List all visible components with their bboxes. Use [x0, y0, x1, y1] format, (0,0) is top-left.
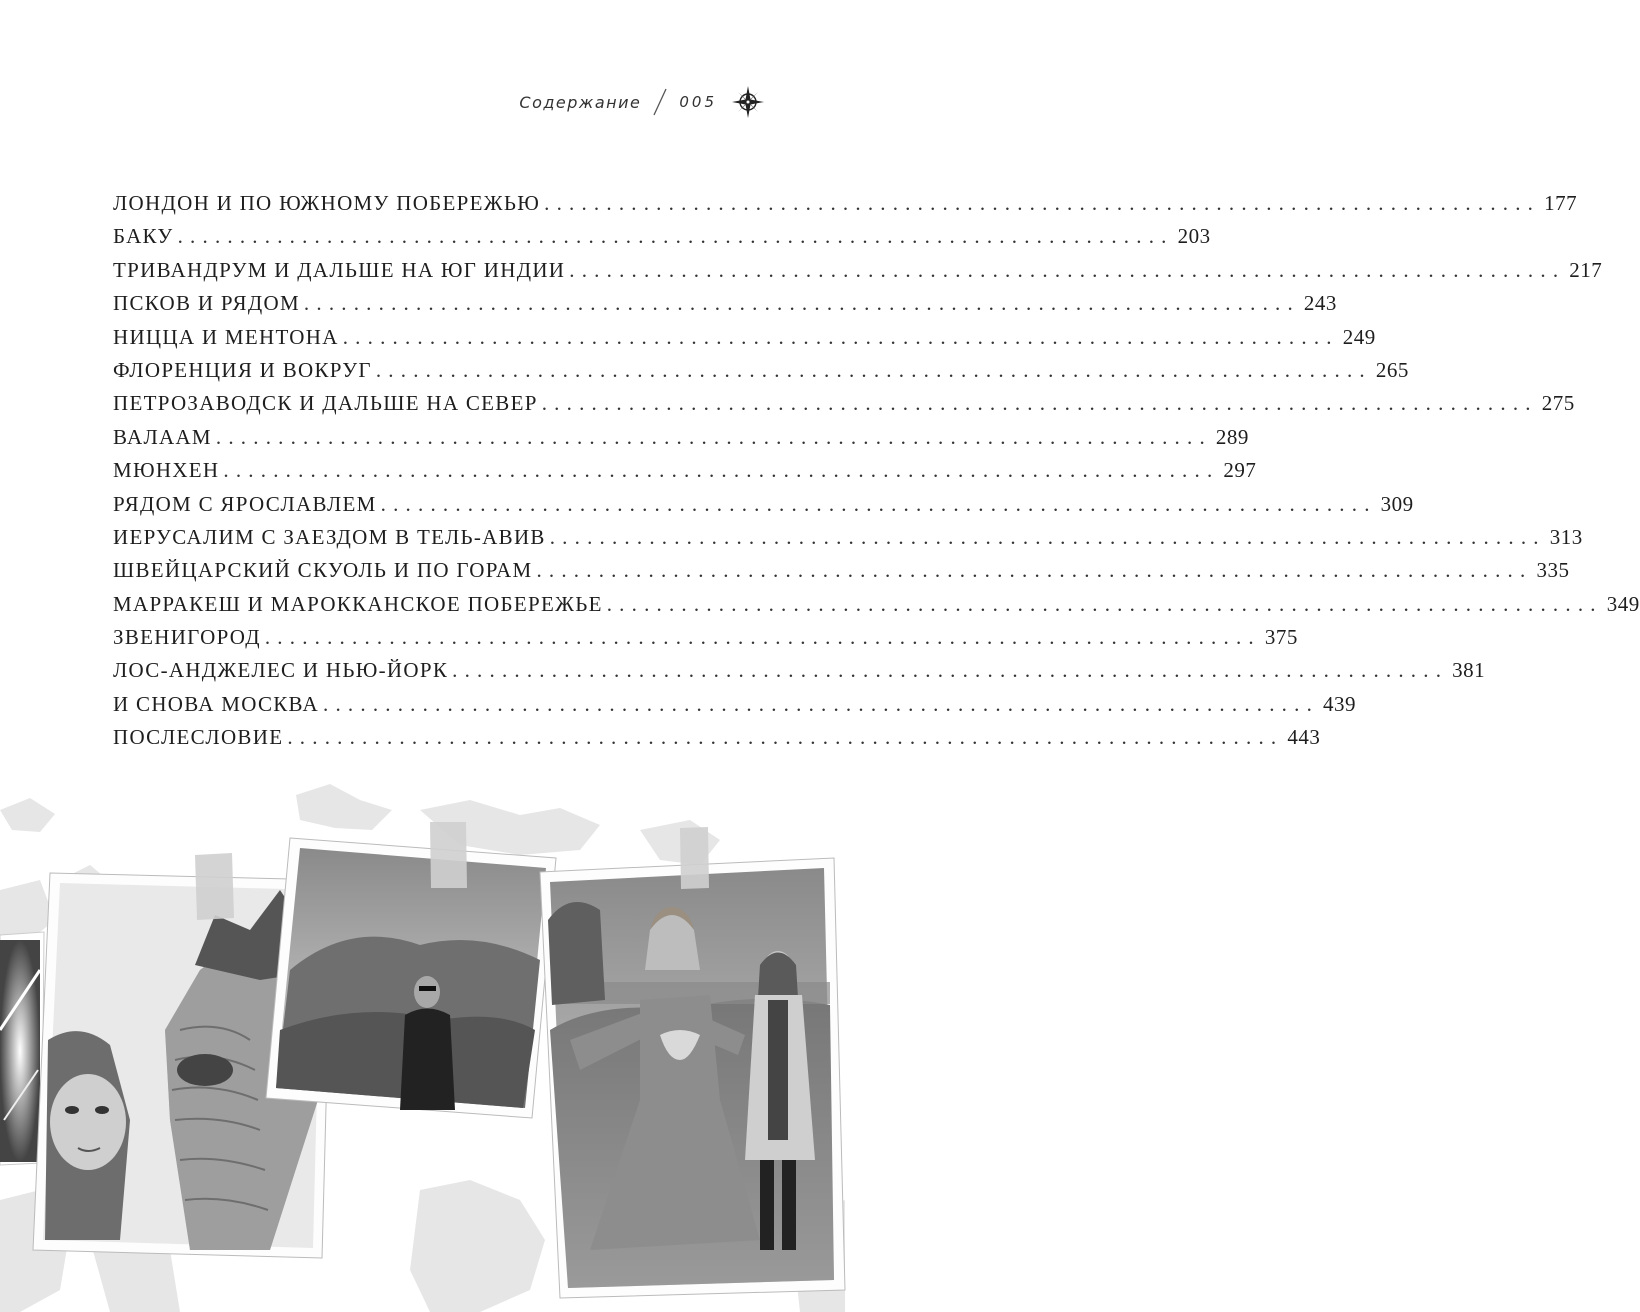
toc-dot-leader: ................................................................................: [264, 625, 1261, 650]
toc-dot-leader: ................................................................................: [380, 491, 1377, 516]
toc-entry-page: 249: [1342, 324, 1376, 349]
toc-entry: [113, 691, 1357, 725]
photo-glare: [0, 932, 44, 1165]
toc-entry: [113, 725, 1321, 758]
toc-entry-title: БАКУ: [113, 224, 174, 249]
toc-entry-title: ЗВЕНИГОРОД: [113, 625, 261, 650]
toc-dot-leader: ................................................................................: [287, 725, 1284, 750]
toc-entry-page: 265: [1375, 357, 1409, 382]
toc-entry-page: 439: [1323, 691, 1357, 716]
toc-entry: [113, 625, 1298, 658]
toc-dot-leader: ................................................................................: [544, 191, 1541, 215]
toc-entry-title: ПОСЛЕСЛОВИЕ: [113, 725, 284, 750]
table-of-contents: [113, 191, 1640, 759]
section-title: Содержание: [519, 92, 642, 112]
toc-dot-leader: ................................................................................: [536, 558, 1533, 583]
toc-entry: [113, 291, 1337, 324]
page-header: [519, 86, 765, 118]
toc-entry-page: 375: [1264, 625, 1298, 650]
toc-entry-page: 177: [1544, 191, 1578, 215]
toc-entry-page: 243: [1303, 291, 1337, 316]
toc-entry-page: 217: [1569, 257, 1603, 282]
toc-entry-title: ЛОНДОН И ПО ЮЖНОМУ ПОБЕРЕЖЬЮ: [113, 191, 541, 215]
toc-entry-page: 203: [1177, 224, 1211, 249]
page-number: 005: [679, 93, 717, 111]
toc-entry-title: МЮНХЕН: [113, 458, 220, 483]
toc-entry-title: ПЕТРОЗАВОДСК И ДАЛЬШЕ НА СЕВЕР: [113, 391, 538, 416]
toc-entry-page: 313: [1549, 524, 1583, 549]
toc-entry-title: ЛОС-АНДЖЕЛЕС И НЬЮ-ЙОРК: [113, 658, 449, 683]
toc-entry: [113, 424, 1249, 458]
toc-entry: [113, 391, 1575, 424]
toc-entry: [113, 324, 1376, 358]
compass-rose-icon: [731, 85, 765, 119]
toc-entry-title: ИЕРУСАЛИМ С ЗАЕЗДОМ В ТЕЛЬ-АВИВ: [113, 524, 546, 549]
toc-entry-title: МАРРАКЕШ И МАРОККАНСКОЕ ПОБЕРЕЖЬЕ: [113, 591, 603, 616]
toc-dot-leader: ................................................................................: [342, 324, 1339, 349]
toc-entry: [113, 458, 1257, 491]
toc-dot-leader: ................................................................................: [375, 357, 1372, 382]
photo-straw-figure: [540, 858, 845, 1298]
toc-dot-leader: ................................................................................: [452, 658, 1449, 683]
toc-entry-title: НИЦЦА И МЕНТОНА: [113, 324, 339, 349]
toc-entry-page: 309: [1380, 491, 1414, 516]
photo-mountains: [266, 838, 556, 1118]
toc-dot-leader: ................................................................................: [323, 691, 1320, 716]
toc-dot-leader: ................................................................................: [541, 391, 1538, 416]
toc-entry-page: 289: [1215, 424, 1249, 449]
toc-entry-title: И СНОВА МОСКВА: [113, 691, 320, 716]
toc-entry-page: 381: [1452, 658, 1486, 683]
toc-entry-title: ТРИВАНДРУМ И ДАЛЬШЕ НА ЮГ ИНДИИ: [113, 257, 566, 282]
toc-entry: [113, 357, 1409, 391]
toc-dot-leader: ................................................................................: [223, 458, 1220, 483]
toc-entry: [113, 558, 1570, 591]
toc-dot-leader: ................................................................................: [177, 224, 1174, 249]
slash-divider-icon: [651, 87, 669, 117]
toc-entry: [113, 491, 1414, 525]
toc-dot-leader: ................................................................................: [569, 257, 1566, 282]
toc-entry-page: 297: [1223, 458, 1257, 483]
toc-entry: [113, 191, 1578, 224]
toc-entry: [113, 224, 1211, 257]
toc-dot-leader: ................................................................................: [215, 424, 1212, 449]
toc-entry: [113, 257, 1603, 291]
toc-entry-page: 349: [1606, 591, 1640, 616]
toc-dot-leader: ................................................................................: [303, 291, 1300, 316]
toc-entry: [113, 658, 1486, 691]
toc-dot-leader: ................................................................................: [549, 524, 1546, 549]
toc-entry: [113, 591, 1640, 625]
toc-entry-page: 335: [1536, 558, 1570, 583]
toc-entry-title: ШВЕЙЦАРСКИЙ СКУОЛЬ И ПО ГОРАМ: [113, 558, 533, 583]
photo-collage: [0, 770, 845, 1312]
toc-entry-title: ВАЛААМ: [113, 424, 212, 449]
toc-entry: [113, 524, 1583, 558]
toc-entry-title: ФЛОРЕНЦИЯ И ВОКРУГ: [113, 357, 372, 382]
toc-entry-page: 275: [1541, 391, 1575, 416]
toc-entry-title: РЯДОМ С ЯРОСЛАВЛЕМ: [113, 491, 377, 516]
toc-entry-page: 443: [1287, 725, 1321, 750]
toc-dot-leader: ................................................................................: [606, 591, 1603, 616]
toc-entry-title: ПСКОВ И РЯДОМ: [113, 291, 300, 316]
